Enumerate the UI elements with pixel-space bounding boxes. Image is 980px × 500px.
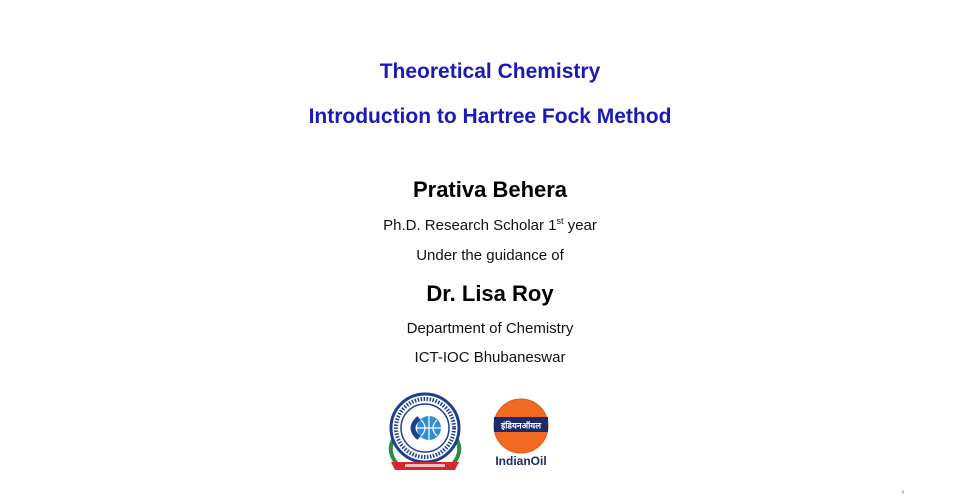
- slide-number: 4: [901, 490, 904, 496]
- department-text: Department of Chemistry: [406, 320, 574, 337]
- slide-title: Theoretical Chemistry: [379, 60, 601, 83]
- role-superscript: st: [556, 216, 564, 226]
- institution-text: ICT-IOC Bhubaneswar: [414, 349, 566, 366]
- presenter-role: [0, 217, 980, 234]
- guide-name: Dr. Lisa Roy: [426, 281, 554, 306]
- role-prefix: Ph.D. Research Scholar 1: [383, 217, 557, 234]
- indianoil-label: IndianOil: [495, 454, 547, 468]
- guidance-text: Under the guidance of: [416, 247, 564, 264]
- ict-logo: [385, 390, 465, 476]
- ict-ribbon-lettering: [405, 464, 445, 467]
- presenter-name: Prativa Behera: [412, 177, 568, 202]
- role-suffix: year: [563, 217, 597, 234]
- indianoil-logo: [488, 398, 554, 470]
- indianoil-band-text: इंडियनऑयल: [501, 421, 541, 432]
- slide-subtitle: Introduction to Hartree Fock Method: [308, 105, 672, 128]
